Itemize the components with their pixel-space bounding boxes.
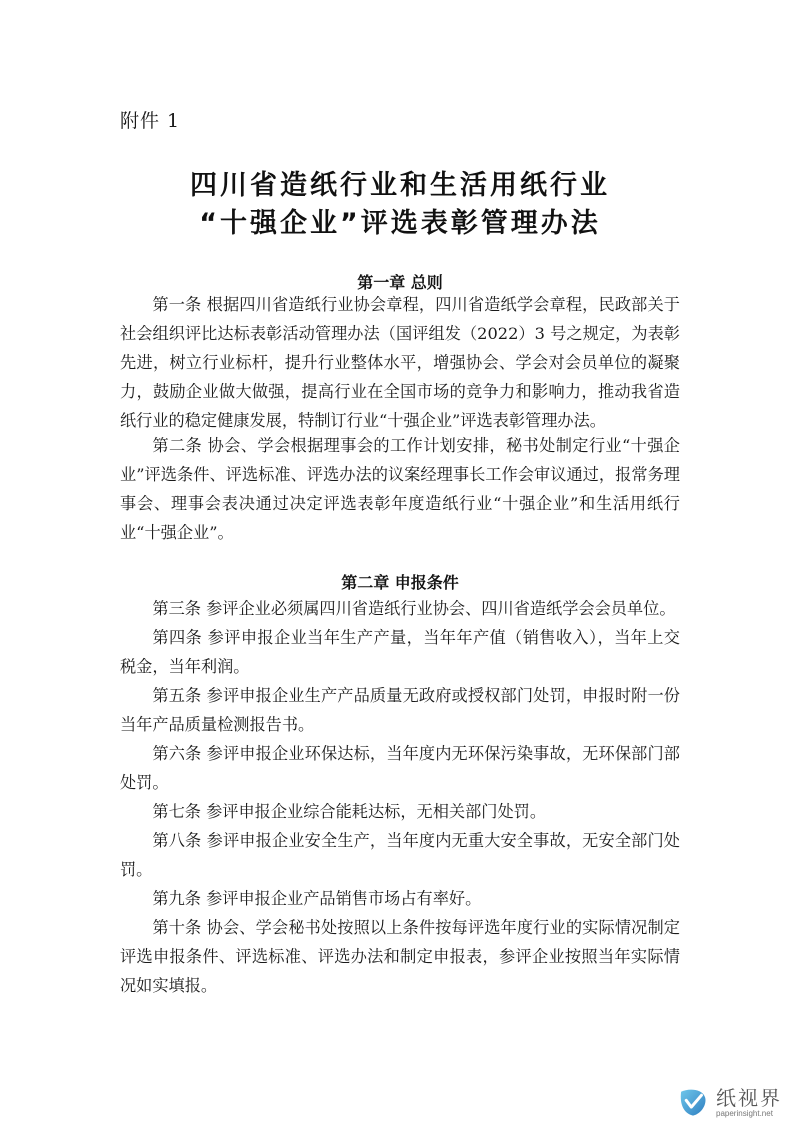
article-1: 第一条 根据四川省造纸行业协会章程，四川省造纸学会章程，民政部关于社会组织评比达标表彰活动管理办法（国评组发（2022）3 号之规定，为表彰先进，树立行业标杆，提升行业整体水平，增强协会、学会对会员单位的凝聚力，鼓励企业做大做强，提高行业在全国市场的竞争力和影响力，推动我省造纸行业的稳定健康发展，特制订行业“十强企业”评选表彰管理办法。 [120,295,680,430]
attachment-label: 附件 1 [120,110,181,132]
article-9: 第九条 参评申报企业产品销售市场占有率好。 [152,889,482,908]
document-title-line-1: 四川省造纸行业和生活用纸行业 [190,170,610,201]
article-4: 第四条 参评申报企业当年生产产量，当年年产值（销售收入），当年上交税金，当年利润。 [120,628,680,676]
article-5: 第五条 参评申报企业生产产品质量无政府或授权部门处罚，申报时附一份当年产品质量检测报告书。 [120,686,680,734]
watermark-name: 纸视界 [716,1085,782,1110]
chapter-2-heading: 第二章 申报条件 [341,573,459,592]
paperinsight-logo-icon [676,1085,710,1119]
watermark [676,1085,782,1119]
watermark-url: paperinsight.net [716,1108,773,1118]
article-8: 第八条 参评申报企业安全生产，当年度内无重大安全事故，无安全部门处罚。 [120,831,680,879]
chapter-1-heading: 第一章 总则 [357,273,443,292]
document-title-line-2: “十强企业”评选表彰管理办法 [199,208,601,239]
article-2: 第二条 协会、学会根据理事会的工作计划安排，秘书处制定行业“十强企业”评选条件、评选标准、评选办法的议案经理事长工作会审议通过，报常务理事会、理事会表决通过决定评选表彰年度造纸行业“十强企业”和生活用纸行业“十强企业”。 [120,436,680,542]
article-7: 第七条 参评申报企业综合能耗达标，无相关部门处罚。 [152,802,547,821]
article-6: 第六条 参评申报企业环保达标，当年度内无环保污染事故，无环保部门部处罚。 [120,744,680,792]
article-3: 第三条 参评企业必须属四川省造纸行业协会、四川省造纸学会会员单位。 [152,599,676,618]
article-10: 第十条 协会、学会秘书处按照以上条件按每评选年度行业的实际情况制定评选申报条件、评选标准、评选办法和制定申报表，参评企业按照当年实际情况如实填报。 [120,918,680,995]
